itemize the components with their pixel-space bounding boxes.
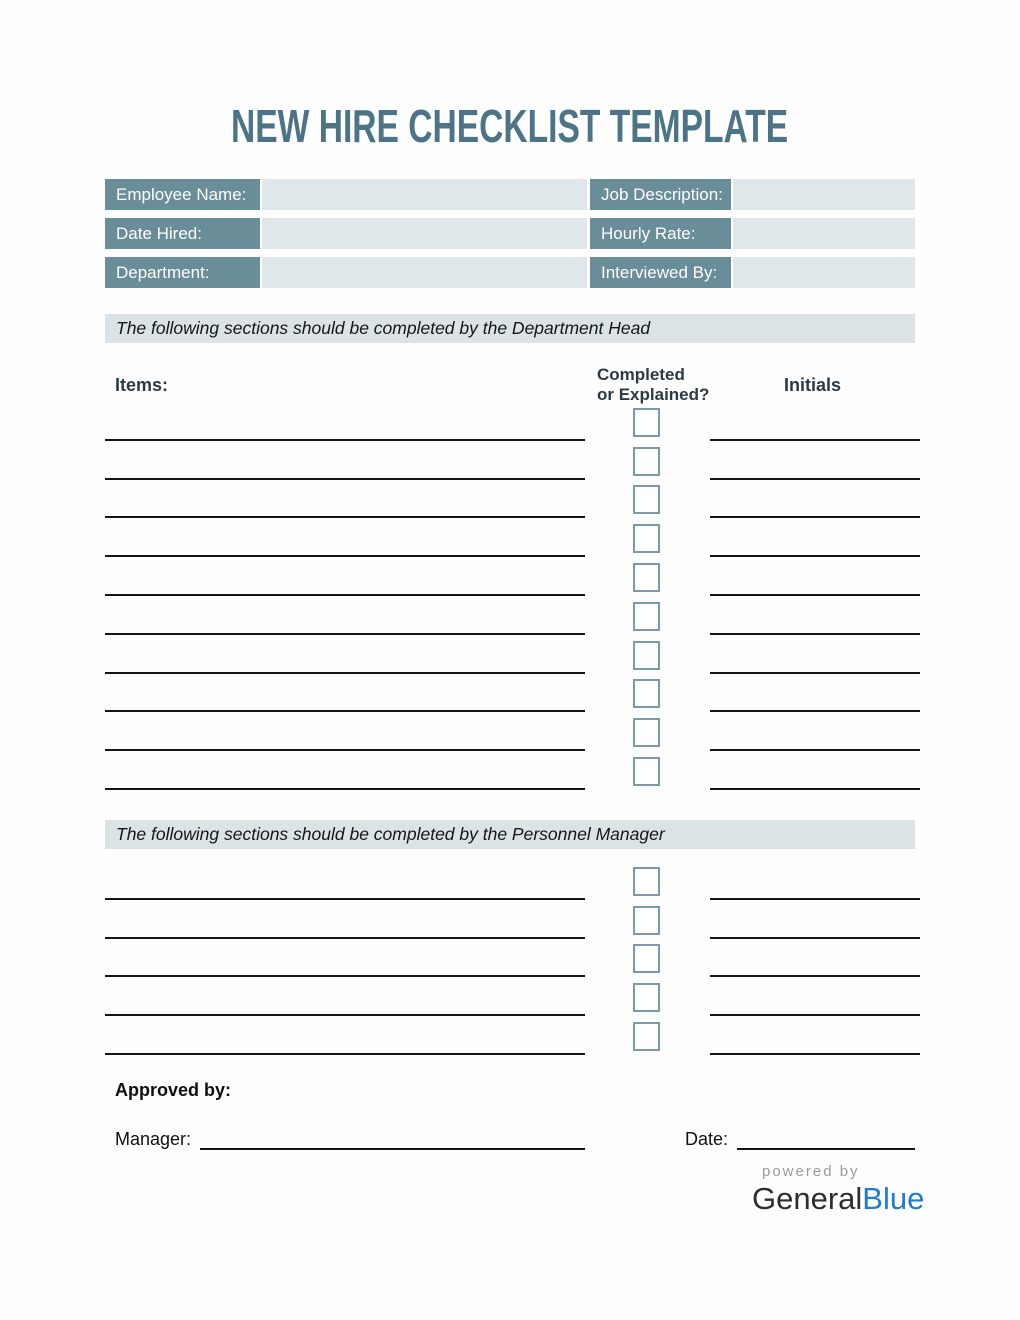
item-entry-line[interactable] <box>105 907 585 939</box>
section-instruction-department-head: The following sections should be completed by the Department Head <box>105 314 915 343</box>
manager-label: Manager: <box>115 1129 192 1149</box>
item-entry-line[interactable] <box>105 448 585 480</box>
item-entry-line[interactable] <box>105 642 585 674</box>
completed-checkbox[interactable] <box>633 408 660 437</box>
completed-checkbox[interactable] <box>633 983 660 1012</box>
checklist-row <box>105 557 915 596</box>
brand-general-text: General <box>752 1181 863 1216</box>
initials-entry-line[interactable] <box>710 525 920 557</box>
item-entry-line[interactable] <box>105 603 585 635</box>
initials-entry-line[interactable] <box>710 907 920 939</box>
info-field-value[interactable] <box>733 218 915 249</box>
item-entry-line[interactable] <box>105 868 585 900</box>
checklist-row <box>105 441 915 480</box>
checklist-row <box>105 939 915 978</box>
manager-entry-line[interactable] <box>200 1127 585 1150</box>
item-entry-line[interactable] <box>105 525 585 557</box>
initials-entry-line[interactable] <box>710 486 920 518</box>
info-field-label: Employee Name: <box>105 179 262 210</box>
powered-by-text: powered by <box>762 1163 860 1180</box>
approved-by-heading: Approved by: <box>115 1080 232 1100</box>
completed-column-header: Completed or Explained? <box>597 365 710 404</box>
initials-entry-line[interactable] <box>710 1023 920 1055</box>
checklist-row <box>105 977 915 1016</box>
info-table <box>105 179 915 288</box>
initials-entry-line[interactable] <box>710 868 920 900</box>
checklist-section-department-head <box>105 402 915 790</box>
completed-checkbox[interactable] <box>633 641 660 670</box>
initials-entry-line[interactable] <box>710 603 920 635</box>
page-title: NEW HIRE CHECKLIST TEMPLATE <box>231 100 789 152</box>
checklist-row <box>105 402 915 441</box>
completed-checkbox[interactable] <box>633 867 660 896</box>
section-instruction-personnel-manager: The following sections should be completed by the Personnel Manager <box>105 820 915 849</box>
info-field-value[interactable] <box>262 179 587 210</box>
initials-entry-line[interactable] <box>710 680 920 712</box>
signature-row <box>0 1129 1020 1153</box>
initials-column-header: Initials <box>783 375 841 395</box>
checklist-row <box>105 861 915 900</box>
initials-entry-line[interactable] <box>710 409 920 441</box>
item-entry-line[interactable] <box>105 564 585 596</box>
item-entry-line[interactable] <box>105 758 585 790</box>
item-entry-line[interactable] <box>105 1023 585 1055</box>
date-entry-line[interactable] <box>737 1127 915 1150</box>
completed-checkbox[interactable] <box>633 718 660 747</box>
item-entry-line[interactable] <box>105 719 585 751</box>
checklist-row <box>105 480 915 519</box>
checklist-row <box>105 596 915 635</box>
completed-checkbox[interactable] <box>633 906 660 935</box>
checklist-section-personnel-manager <box>105 861 915 1055</box>
item-entry-line[interactable] <box>105 409 585 441</box>
completed-checkbox[interactable] <box>633 944 660 973</box>
initials-entry-line[interactable] <box>710 642 920 674</box>
checklist-row <box>105 674 915 713</box>
info-field-label: Hourly Rate: <box>587 218 733 249</box>
info-field-label: Interviewed By: <box>587 257 733 288</box>
date-label: Date: <box>685 1129 729 1149</box>
checklist-row <box>105 518 915 557</box>
initials-entry-line[interactable] <box>710 984 920 1016</box>
completed-checkbox[interactable] <box>633 563 660 592</box>
general-blue-logo <box>752 1163 925 1217</box>
item-entry-line[interactable] <box>105 945 585 977</box>
checklist-row <box>105 1016 915 1055</box>
info-field-label: Date Hired: <box>105 218 262 249</box>
completed-checkbox[interactable] <box>633 602 660 631</box>
checklist-row <box>105 712 915 751</box>
info-field-label: Department: <box>105 257 262 288</box>
initials-entry-line[interactable] <box>710 758 920 790</box>
brand-blue-text: Blue <box>862 1181 925 1216</box>
completed-checkbox[interactable] <box>633 447 660 476</box>
completed-checkbox[interactable] <box>633 757 660 786</box>
completed-checkbox[interactable] <box>633 524 660 553</box>
initials-entry-line[interactable] <box>710 719 920 751</box>
info-field-value[interactable] <box>733 179 915 210</box>
item-entry-line[interactable] <box>105 486 585 518</box>
initials-entry-line[interactable] <box>710 945 920 977</box>
initials-entry-line[interactable] <box>710 448 920 480</box>
info-field-value[interactable] <box>262 257 587 288</box>
info-field-label: Job Description: <box>587 179 733 210</box>
initials-entry-line[interactable] <box>710 564 920 596</box>
completed-checkbox[interactable] <box>633 485 660 514</box>
completed-checkbox[interactable] <box>633 1022 660 1051</box>
checklist-row <box>105 751 915 790</box>
item-entry-line[interactable] <box>105 680 585 712</box>
checklist-row <box>105 900 915 939</box>
info-field-value[interactable] <box>262 218 587 249</box>
completed-checkbox[interactable] <box>633 679 660 708</box>
checklist-row <box>105 635 915 674</box>
brand-wordmark <box>752 1181 925 1217</box>
info-field-value[interactable] <box>733 257 915 288</box>
item-entry-line[interactable] <box>105 984 585 1016</box>
items-column-header: Items: <box>115 375 169 395</box>
